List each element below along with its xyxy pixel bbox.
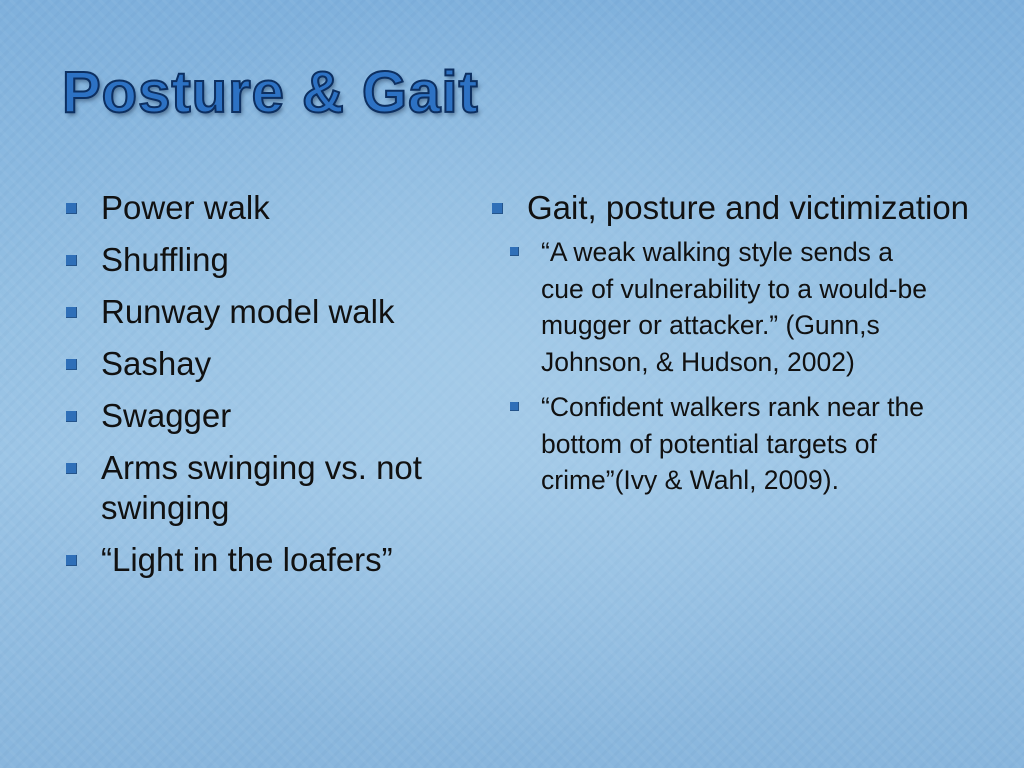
square-bullet-icon [510, 247, 519, 256]
list-item-text: Power walk [101, 189, 270, 226]
list-item [64, 448, 444, 528]
right-column [490, 188, 970, 508]
list-item-text: Gait, posture and victimization [527, 189, 970, 226]
square-bullet-icon [510, 402, 519, 411]
list-item-text: “Light in the loafers” [101, 541, 393, 578]
list-item [490, 188, 970, 228]
square-bullet-icon [66, 411, 77, 422]
sub-list-item-text: “Confident walkers rank near the bottom of potential targets of crime”(Ivy & Wahl, 2009). [541, 392, 924, 495]
list-item [64, 240, 444, 280]
list-item [64, 292, 444, 332]
square-bullet-icon [66, 463, 77, 474]
square-bullet-icon [66, 555, 77, 566]
sub-list-item [509, 234, 970, 380]
square-bullet-icon [66, 359, 77, 370]
slide-title: Posture & Gait [62, 60, 479, 125]
list-item [64, 344, 444, 384]
left-column [64, 188, 444, 592]
list-item [64, 188, 444, 228]
sub-list-item [509, 389, 970, 499]
right-bullet-list [490, 188, 970, 228]
square-bullet-icon [66, 307, 77, 318]
list-item-text: Runway model walk [101, 293, 395, 330]
list-item [64, 540, 444, 580]
left-bullet-list [64, 188, 444, 580]
square-bullet-icon [66, 203, 77, 214]
list-item [64, 396, 444, 436]
list-item-text: Sashay [101, 345, 212, 382]
list-item-text: Shuffling [101, 241, 229, 278]
list-item-text: Arms swinging vs. not swinging [101, 449, 422, 526]
square-bullet-icon [66, 255, 77, 266]
sub-bullet-list [509, 234, 970, 499]
square-bullet-icon [492, 203, 503, 214]
sub-list-item-text: “A weak walking style sends a cue of vulnerability to a would-be mugger or attacker.” (Gunn,s Johnson, & Hudson, 2002) [541, 237, 927, 377]
list-item-text: Swagger [101, 397, 232, 434]
